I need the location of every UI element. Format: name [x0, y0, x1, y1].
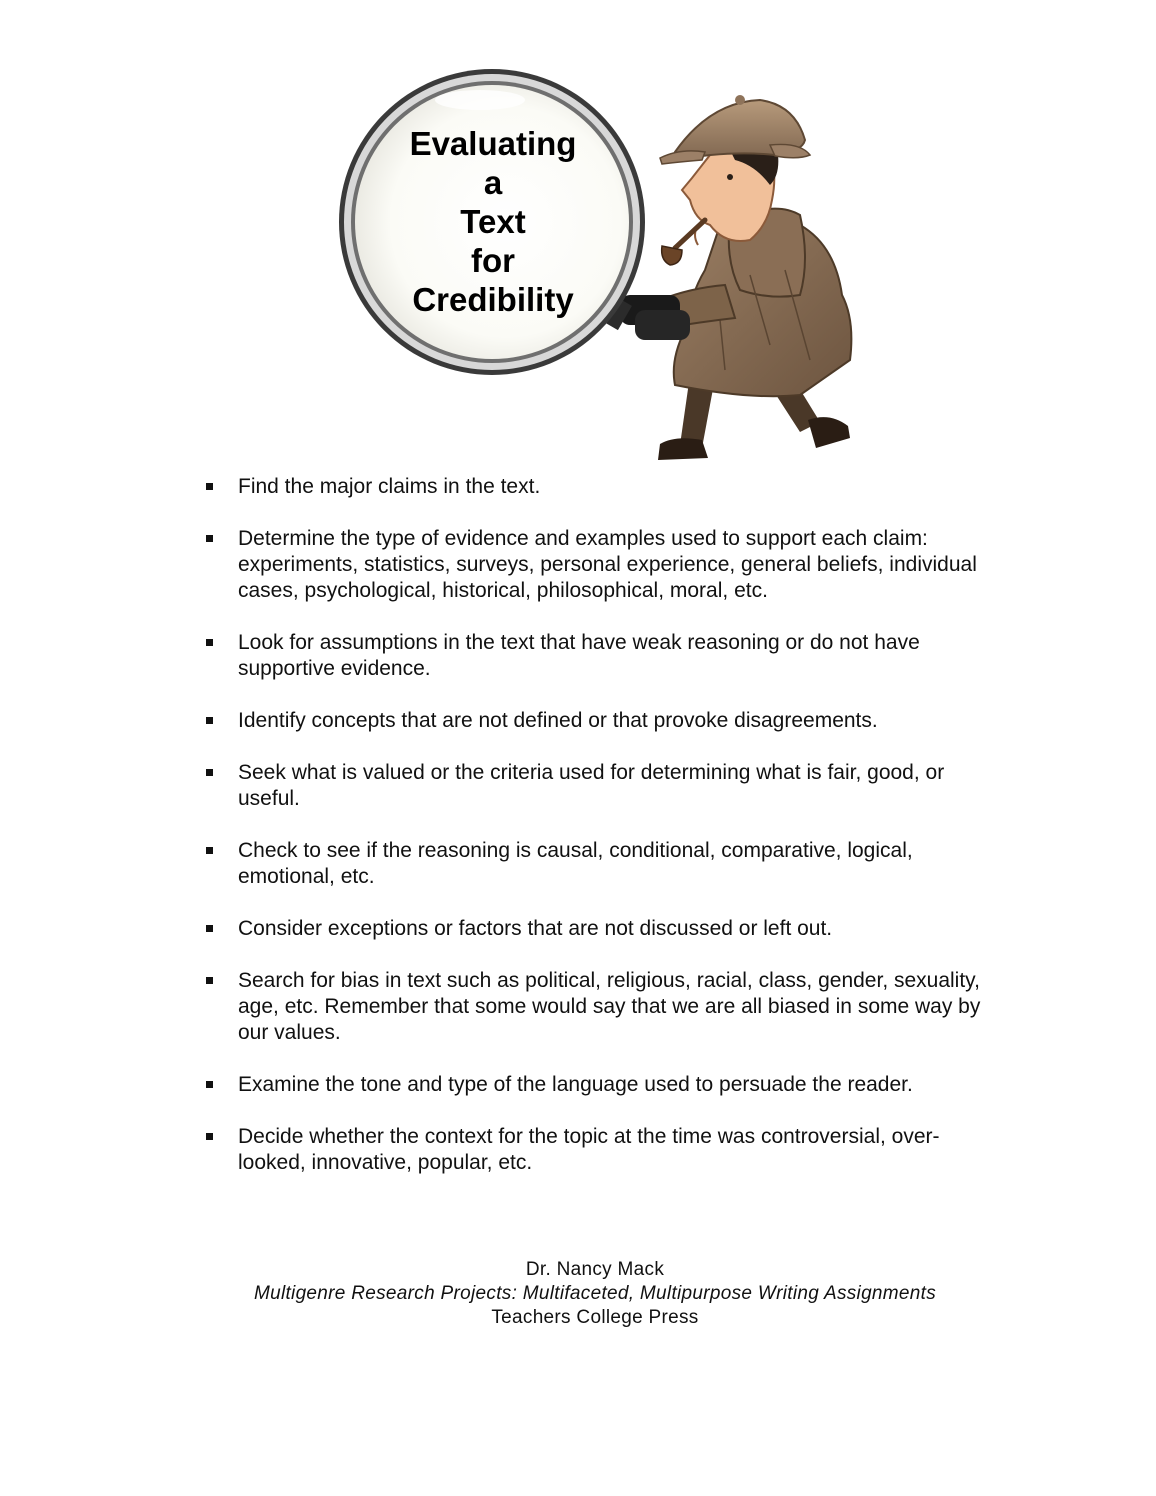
square-bullet-icon: [206, 535, 213, 542]
square-bullet-icon: [206, 717, 213, 724]
list-item-text: Examine the tone and type of the language used to persuade the reader.: [238, 1073, 913, 1096]
list-item: [200, 708, 1000, 734]
evaluation-checklist: [200, 474, 1000, 1202]
credits: [178, 1258, 1012, 1330]
book-title: Multigenre Research Projects: Multifaceted, Multipurpose Writing Assignments: [253, 1283, 937, 1304]
square-bullet-icon: [206, 977, 213, 984]
list-item: [200, 630, 1000, 682]
list-item-text: Seek what is valued or the criteria used for determining what is fair, good, or useful.: [238, 761, 945, 810]
square-bullet-icon: [206, 847, 213, 854]
title-line: Credibility: [412, 281, 574, 318]
list-item-text: Consider exceptions or factors that are not discussed or left out.: [238, 917, 833, 940]
list-item-text: Determine the type of evidence and examples used to support each claim: experiments, statistics, surveys, personal experience, general beliefs, individual cases, psychological, historical, philosophical, moral, etc.: [238, 527, 977, 602]
detective-hat: [660, 95, 810, 164]
list-item: [200, 968, 1000, 1046]
list-item: [200, 760, 1000, 812]
list-item: [200, 1124, 1000, 1176]
square-bullet-icon: [206, 1133, 213, 1140]
square-bullet-icon: [206, 483, 213, 490]
title-line: a: [483, 164, 503, 201]
list-item-text: Look for assumptions in the text that have weak reasoning or do not have supportive evidence.: [238, 631, 920, 680]
publisher-name: Teachers College Press: [491, 1307, 699, 1328]
square-bullet-icon: [206, 1081, 213, 1088]
author-name: Dr. Nancy Mack: [525, 1259, 665, 1280]
title-line: Evaluating: [409, 125, 577, 162]
list-item: [200, 526, 1000, 604]
list-item-text: Identify concepts that are not defined or that provoke disagreements.: [238, 709, 878, 732]
list-item-text: Find the major claims in the text.: [238, 475, 541, 498]
list-item-text: Decide whether the context for the topic at the time was controversial, over-looked, innovative, popular, etc.: [238, 1125, 940, 1174]
square-bullet-icon: [206, 925, 213, 932]
square-bullet-icon: [206, 769, 213, 776]
title-line: Text: [460, 203, 526, 240]
list-item: [200, 474, 1000, 500]
list-item: [200, 916, 1000, 942]
square-bullet-icon: [206, 639, 213, 646]
list-item-text: Check to see if the reasoning is causal, conditional, comparative, logical, emotional, etc.: [238, 839, 913, 888]
page-title: [393, 124, 593, 319]
list-item: [200, 1072, 1000, 1098]
list-item-text: Search for bias in text such as political, religious, racial, class, gender, sexuality, age, etc. Remember that some would say that we are all biased in some way by our values.: [238, 969, 981, 1044]
title-line: for: [471, 242, 515, 279]
list-item: [200, 838, 1000, 890]
